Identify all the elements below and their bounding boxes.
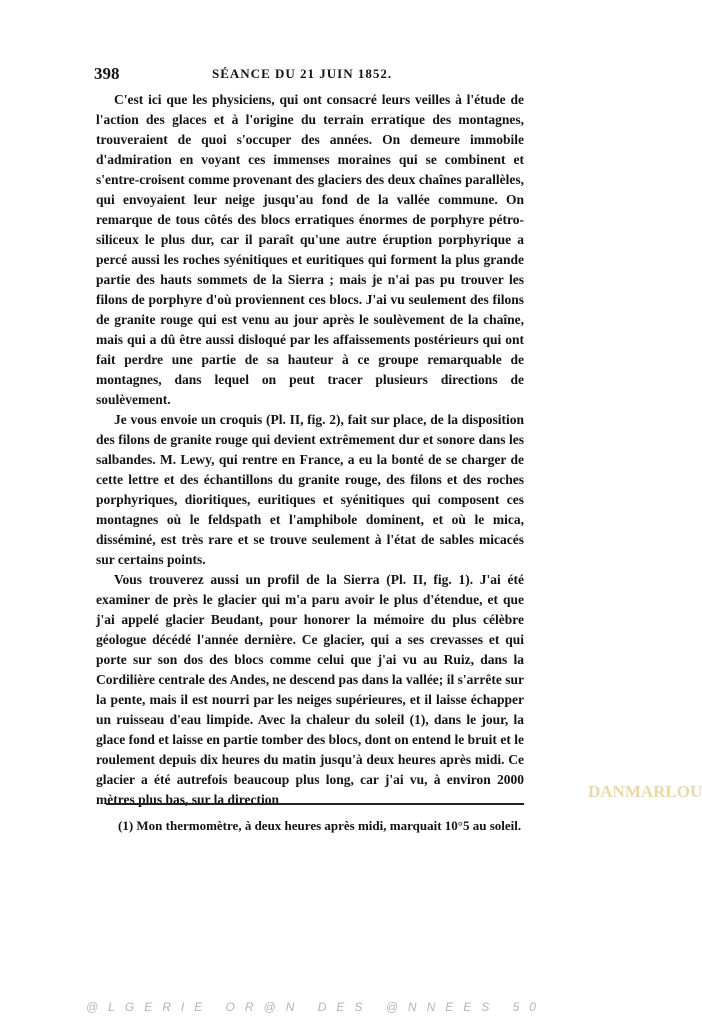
running-title: SÉANCE DU 21 JUIN 1852. xyxy=(212,66,393,81)
side-watermark: DANMARLOU xyxy=(588,782,702,801)
bottom-watermark: @LGERIE OR@N DES @NNEES 50 xyxy=(86,1000,546,1014)
body-text xyxy=(96,90,524,810)
footnote-divider xyxy=(106,803,524,805)
footnote: (1) Mon thermomètre, à deux heures après midi, marquait 10°5 au soleil. xyxy=(118,818,522,833)
paragraph-1: C'est ici que les physiciens, qui ont consacré leurs veilles à l'étude de l'action des glaces et à l'origine du terrain erratique des montagnes, trouveraient de quoi s'occuper des années. On demeure immobile d'admiration en voyant ces immenses moraines qui se combinent et s'entre-croisent comme provenant des glaciers des deux chaînes parallèles, qui envoyaient leur neige jusqu'au fond de la vallée commune. On remarque de tous côtés des blocs erratiques énormes de porphyre pétro-siliceux le plus dur, car il paraît qu'une autre éruption porphyrique a percé aussi les roches syénitiques et euritiques qui forment la plus grande partie des hauts sommets de la Sierra ; mais je n'ai pas pu trouver les filons de porphyre d'où proviennent ces blocs. J'ai vu seulement des filons de granite rouge qui est venu au jour après le soulèvement de la chaîne, mais qui a dû être aussi disloqué par les affaissements postérieurs qui ont fait perdre une partie de sa hauteur à ce groupe remarquable de montagnes, dans lequel on peut tracer plusieurs directions de soulèvement. xyxy=(96,92,524,407)
paragraph-2: Je vous envoie un croquis (Pl. II, fig. 2), fait sur place, de la disposition des filons de granite rouge qui devient extrêmement dur et sonore dans les salbandes. M. Lewy, qui rentre en France, a eu la bonté de se charger de cette lettre et des échantillons du granite rouge, des filons et des roches porphyriques, dioritiques, euritiques et syénitiques qui composent ces montagnes où le feldspath et l'amphibole dominent, et où le mica, disséminé, est très rare et se trouve seulement à l'état de sables micacés sur certains points. xyxy=(96,412,524,567)
paragraph-3: Vous trouverez aussi un profil de la Sierra (Pl. II, fig. 1). J'ai été examiner de près le glacier qui m'a paru avoir le plus d'étendue, et que j'ai appelé glacier Beudant, pour honorer la mémoire du plus célèbre géologue décédé l'année dernière. Ce glacier, qui a ses crevasses et qui porte sur son dos des blocs comme celui que j'ai vu au Ruiz, dans la Cordilière centrale des Andes, ne descend pas dans la vallée; il s'arrête sur la pente, mais il est nourri par les neiges supérieures, et il laisse échapper un ruisseau d'eau limpide. Avec la chaleur du soleil (1), dans le jour, la glace fond et laisse en partie tomber des blocs, dont on entend le bruit et le roulement depuis dix heures du matin jusqu'à deux heures après midi. Ce glacier a été autrefois beaucoup plus long, car j'ai vu, à environ 2000 mètres plus bas, sur la direction xyxy=(96,572,524,807)
page-header xyxy=(92,64,530,86)
page-number: 398 xyxy=(94,64,120,83)
